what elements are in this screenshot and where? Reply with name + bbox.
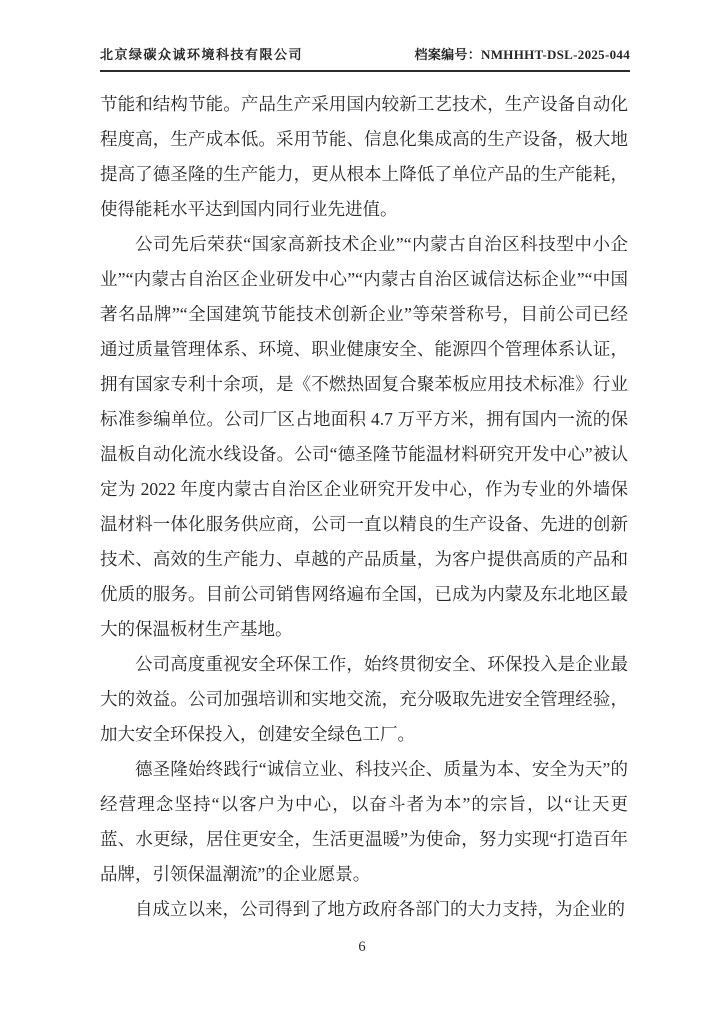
header-company-name: 北京绿碳众诚环境科技有限公司	[100, 47, 304, 62]
page-footer	[0, 938, 724, 956]
paragraph-energy-saving: 节能和结构节能。产品生产采用国内较新工艺技术，生产设备自动化程度高，生产成本低。采用节能、信息化集成高的生产设备，极大地提高了德圣隆的生产能力，更从根本上降低了单位产品的生产能耗，使得能耗水平达到国内同行业先进值。	[100, 94, 628, 219]
archive-number: NMHHHT-DSL-2025-044	[481, 47, 630, 62]
document-body	[100, 87, 628, 927]
header-archive	[415, 44, 630, 63]
paragraph-safety-environment: 公司高度重视安全环保工作，始终贯彻安全、环保投入是企业最大的效益。公司加强培训和实地交流，充分吸取先进安全管理经验，加大安全环保投入，创建安全绿色工厂。	[100, 654, 628, 744]
paragraph-honors: 公司先后荣获“国家高新技术企业”“内蒙古自治区科技型中小企业”“内蒙古自治区企业研发中心”“内蒙古自治区诚信达标企业”“中国著名品牌”“全国建筑节能技术创新企业”等荣誉称号，目前公司已经通过质量管理体系、环境、职业健康安全、能源四个管理体系认证，拥有国家专利十余项，是《不燃热固复合聚苯板应用技术标准》行业标准参编单位。公司厂区占地面积 4.7 万平方米，拥有国内一流的保温板自动化流水线设备。公司“德圣隆节能温材料研究开发中心”被认定为 2022 年度内蒙古自治区企业研究开发中心，作为专业的外墙保温材料一体化服务供应商，公司一直以精良的生产设备、先进的创新技术、高效的生产能力、卓越的产品质量，为客户提供高质的产品和优质的服务。目前公司销售网络遍布全国，已成为内蒙及东北地区最大的保温板材生产基地。	[100, 234, 628, 639]
page-header	[100, 44, 630, 72]
paragraph-mission-vision: 德圣隆始终践行“诚信立业、科技兴企、质量为本、安全为天”的经营理念坚持“以客户为中心，以奋斗者为本”的宗旨，以“让天更蓝、水更绿，居住更安全，生活更温暖”为使命，努力实现“打造百年品牌，引领保温潮流”的企业愿景。	[100, 759, 628, 884]
archive-label: 档案编号：	[414, 47, 482, 62]
page-number: 6	[358, 939, 366, 955]
paragraph-government-support: 自成立以来，公司得到了地方政府各部门的大力支持，为企业的	[135, 899, 625, 919]
